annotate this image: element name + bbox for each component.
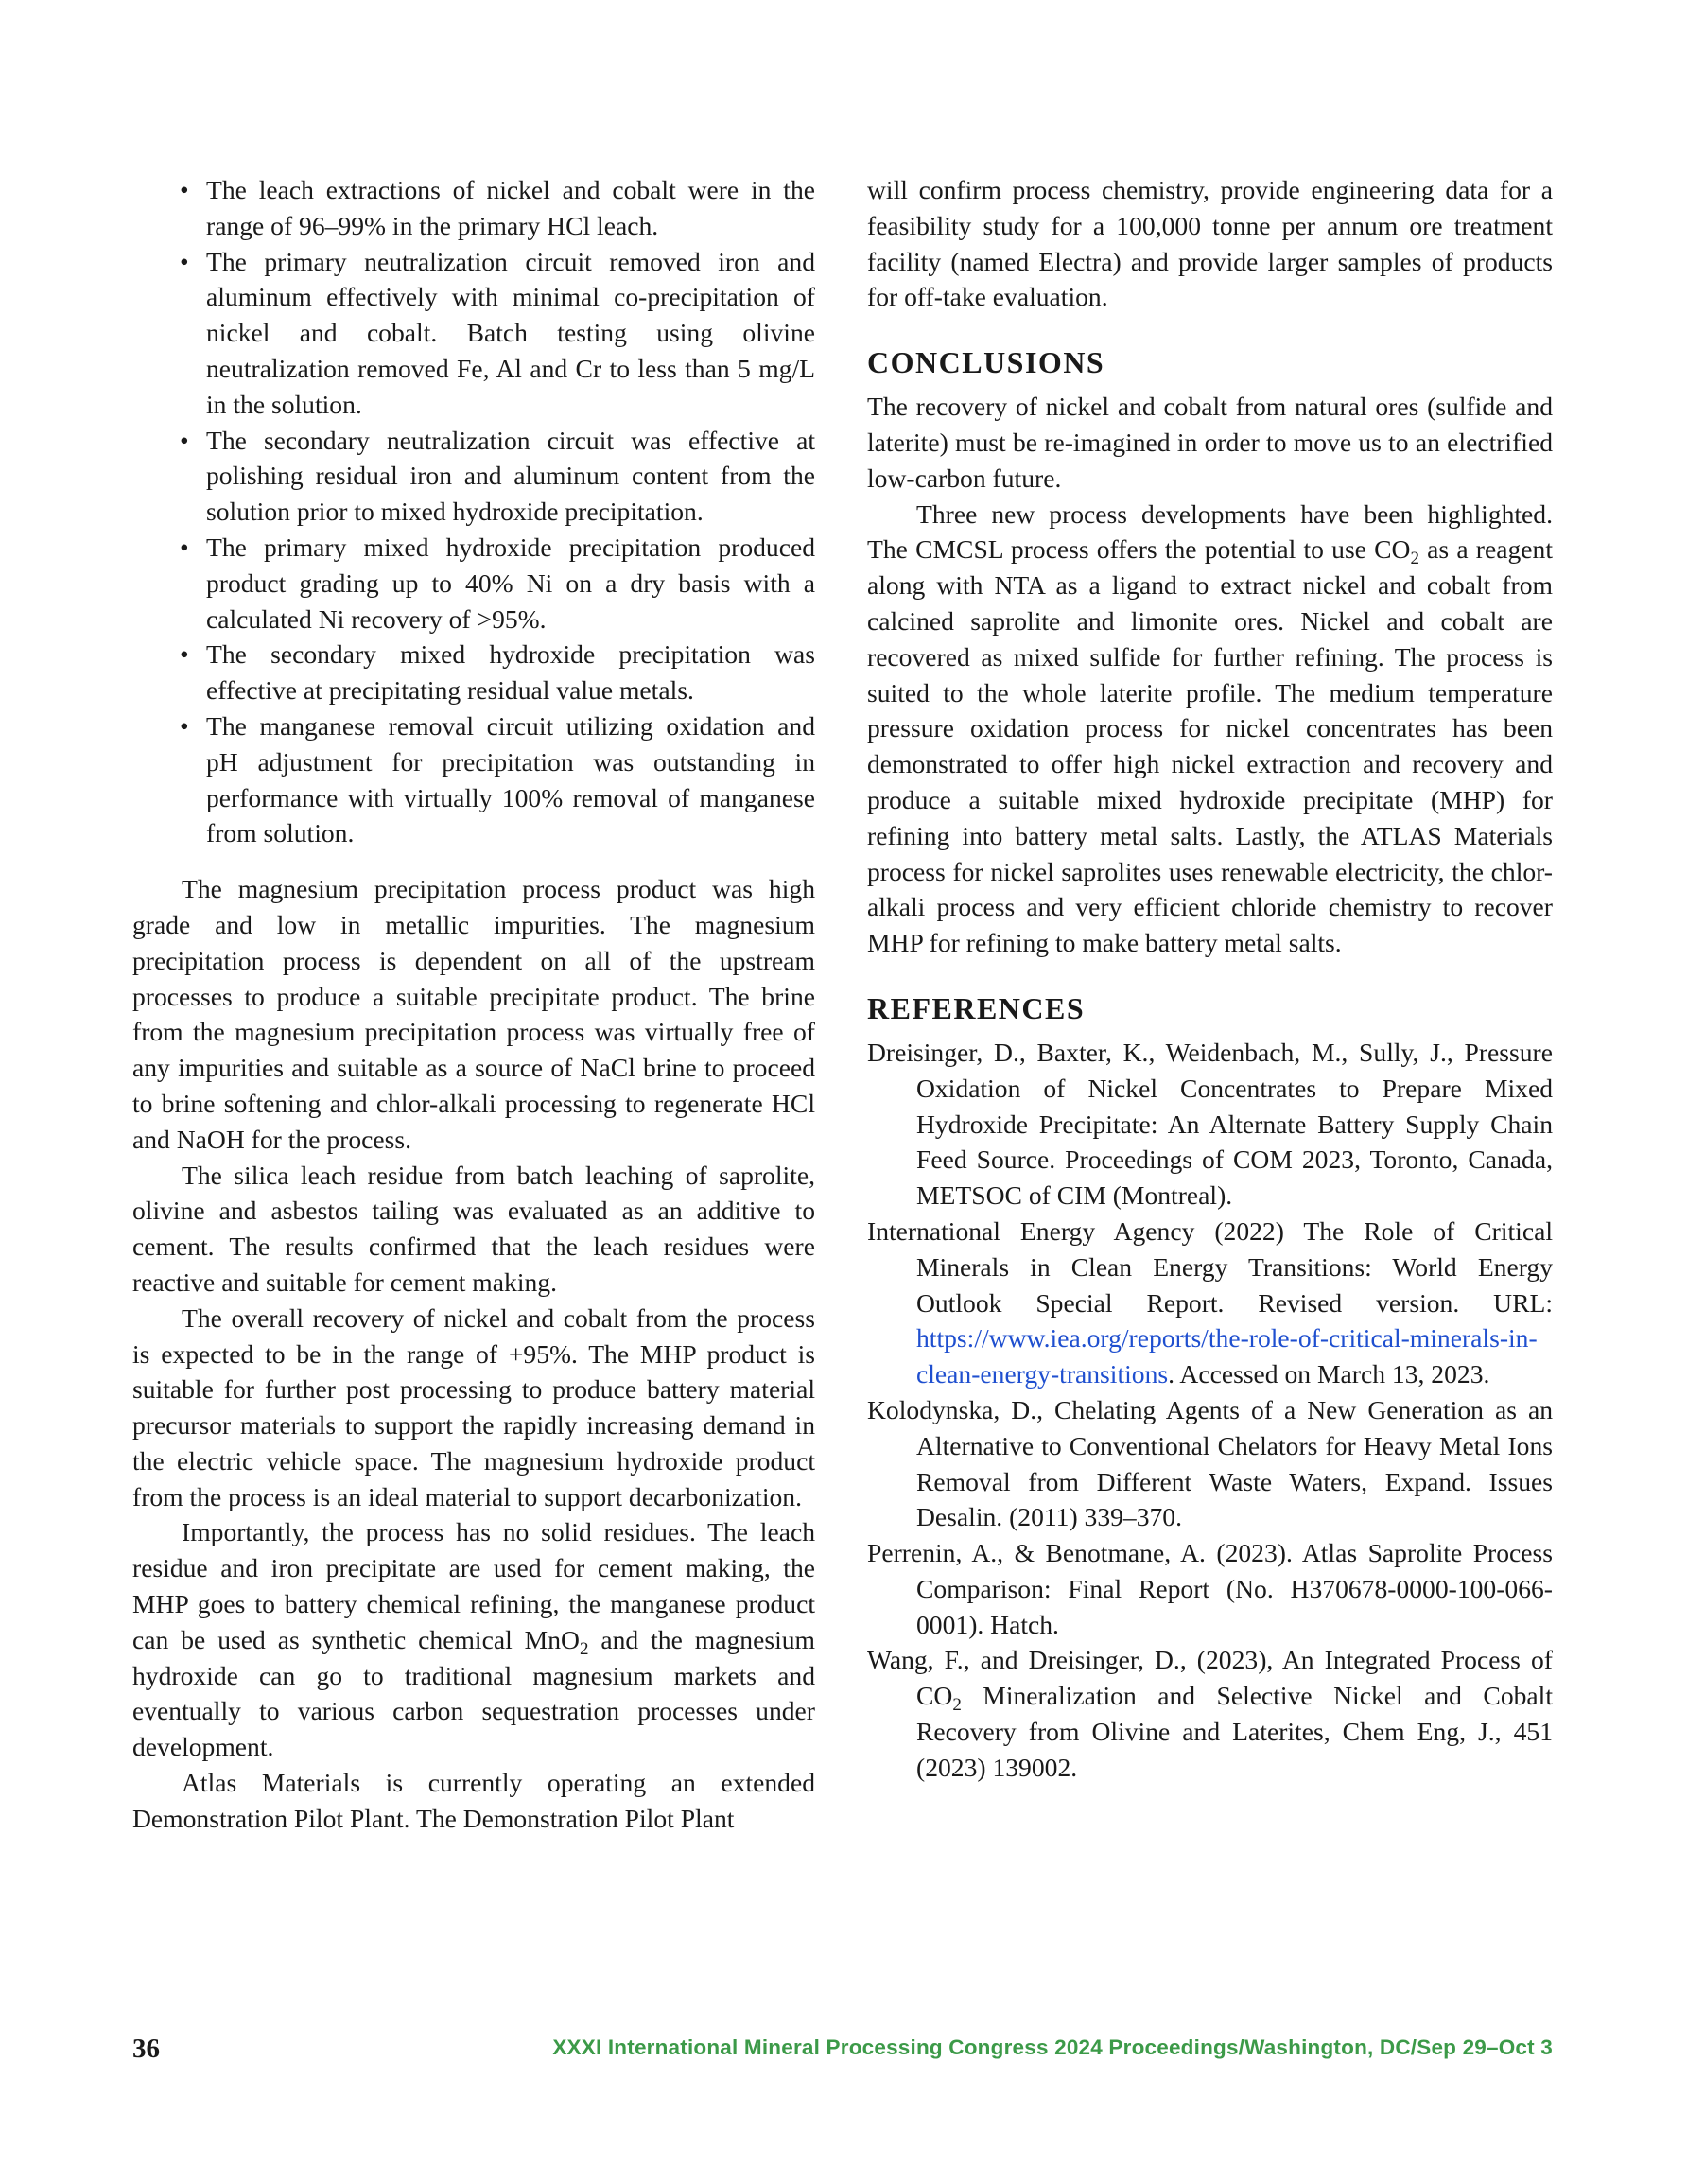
references-heading: REFERENCES (867, 990, 1086, 1025)
list-item (132, 637, 815, 708)
findings-list (132, 172, 815, 851)
list-item-text: The secondary neutralization circuit was effective at polishing residual iron and aluminum content from the solution prior to mixed hydroxide precipitation. (206, 425, 815, 527)
reference-url-link[interactable]: https://www.iea.org/reports/the-role-of-critical-minerals-in-clean-energy-transitions (916, 1323, 1538, 1389)
bullet-icon: • (180, 710, 189, 741)
reference-list (867, 1035, 1553, 1786)
bullet-icon: • (180, 246, 189, 276)
list-item-text: The primary neutralization circuit removed iron and aluminum effectively with minimal co-precipitation of nickel and cobalt. Batch testing using olivine neutralization removed Fe, Al and Cr to less than 5 mg/L in the solution. (206, 246, 815, 419)
list-item (132, 530, 815, 637)
list-item (132, 708, 815, 851)
paragraph-residues: Importantly, the process has no solid residues. The leach residue and iron precipitate are used for cement making, the MHP goes to battery chemical refining, the manganese product can be used as synthetic chemical MnO$_2$ and the magnesium hydroxide can go to traditional magnesium markets and eventually to various carbon sequestration processes under development. (132, 1517, 815, 1762)
list-item (132, 423, 815, 530)
bullet-icon: • (180, 532, 189, 562)
right-column (867, 172, 1553, 1786)
conclusions-paragraph-1: The recovery of nickel and cobalt from natural ores (sulfide and laterite) must be re-imagined in order to move us to an electrified low-carbon future. (867, 392, 1553, 493)
page-footer (132, 2034, 1553, 2066)
conclusions-heading: CONCLUSIONS (867, 345, 1105, 380)
conclusions-paragraph-2: Three new process developments have been highlighted. The CMCSL process offers the potential to use $CO_2$ as a reagent along with NTA as a ligand to extract nickel and cobalt from calcined saprolite and limonite ores. Nickel and cobalt are recovered as mixed sulfide for further refining. The process is suited to the whole laterite profile. The medium temperature pressure oxidation process for nickel concentrates has been demonstrated to offer high nickel extraction and recovery and produce a suitable mixed hydroxide precipitate (MHP) for refining into battery metal salts. Lastly, the ATLAS Materials process for nickel saprolites uses renewable electricity, the chlor-alkali process and very efficient chloride chemistry to recover MHP for refining to make battery metal salts. (867, 498, 1553, 958)
paragraph-silica: The silica leach residue from batch leaching of saprolite, olivine and asbestos tailing was evaluated as an additive to cement. The results confirmed that the leach residues were reactive and suitable for cement making. (132, 1160, 815, 1297)
list-item (132, 244, 815, 423)
paragraph-recovery: The overall recovery of nickel and cobalt from the process is expected to be in the range of +95%. The MHP product is suitable for further post processing to produce battery material precursor materials to support the rapidly increasing demand in the electric vehicle space. The magnesium hydroxide product from the process is an ideal material to support decarbonization. (132, 1302, 815, 1511)
reference-item: International Energy Agency (2022) The Role of Critical Minerals in Clean Energy Transitions: World Energy Outlook Special Report. Revised version. URL: https://www.iea.org/reports/the-role-of-critical-minerals-in-clean-energy-transitions. Accessed on March 13, 2023. (867, 1215, 1553, 1389)
paragraph-continued: will confirm process chemistry, provide engineering data for a feasibility study for a 100,000 tonne per annum ore treatment facility (named Electra) and provide larger samples of products for off-take evaluation. (867, 175, 1553, 312)
reference-item: Wang, F., and Dreisinger, D., (2023), An Integrated Process of $CO_2$ Mineralization and Selective Nickel and Cobalt Recovery from Olivine and Laterites, Chem Eng, J., 451 (2023) 139002. (867, 1645, 1553, 1782)
list-item-text: The manganese removal circuit utilizing oxidation and pH adjustment for precipitation was outstanding in performance with virtually 100% removal of manganese from solution. (206, 710, 815, 848)
paragraph-magnesium: The magnesium precipitation process product was high grade and low in metallic impurities. The magnesium precipitation process is dependent on all of the upstream processes to produce a suitable precipitate product. The brine from the magnesium precipitation process was virtually free of any impurities and suitable as a source of NaCl brine to proceed to brine softening and chlor-alkali processing to regenerate HCl and NaOH for the process. (132, 874, 815, 1154)
reference-item: Kolodynska, D., Chelating Agents of a New Generation as an Alternative to Conventional Chelators for Heavy Metal Ions Removal from Different Waste Waters, Expand. Issues Desalin. (2011) 339–370. (867, 1394, 1553, 1532)
conference-title: XXXI International Mineral Processing Congress 2024 Proceedings/Washington, DC/Sep 29–Oct 3 (552, 2035, 1553, 2059)
bullet-icon: • (180, 175, 189, 204)
bullet-icon: • (180, 639, 189, 670)
bullet-icon: • (180, 425, 189, 455)
list-item-text: The secondary mixed hydroxide precipitation was effective at precipitating residual value metals. (206, 639, 815, 706)
list-item-text: The leach extractions of nickel and cobalt were in the range of 96–99% in the primary HCl leach. (206, 175, 815, 240)
list-item-text: The primary mixed hydroxide precipitation produced product grading up to 40% Ni on a dry basis with a calculated Ni recovery of >95%. (206, 532, 815, 634)
left-column (132, 172, 815, 1837)
reference-item: Dreisinger, D., Baxter, K., Weidenbach, M., Sully, J., Pressure Oxidation of Nickel Concentrates to Prepare Mixed Hydroxide Precipitate: An Alternate Battery Supply Chain Feed Source. Proceedings of COM 2023, Toronto, Canada, METSOC of CIM (Montreal). (867, 1037, 1553, 1211)
reference-item: Perrenin, A., & Benotmane, A. (2023). Atlas Saprolite Process Comparison: Final Report (No. H370678-0000-100-066-0001). Hatch. (867, 1538, 1553, 1639)
page-number: 36 (132, 2034, 160, 2064)
list-item (132, 172, 815, 244)
paragraph-atlas: Atlas Materials is currently operating an extended Demonstration Pilot Plant. The Demonstration Pilot Plant (132, 1768, 815, 1833)
